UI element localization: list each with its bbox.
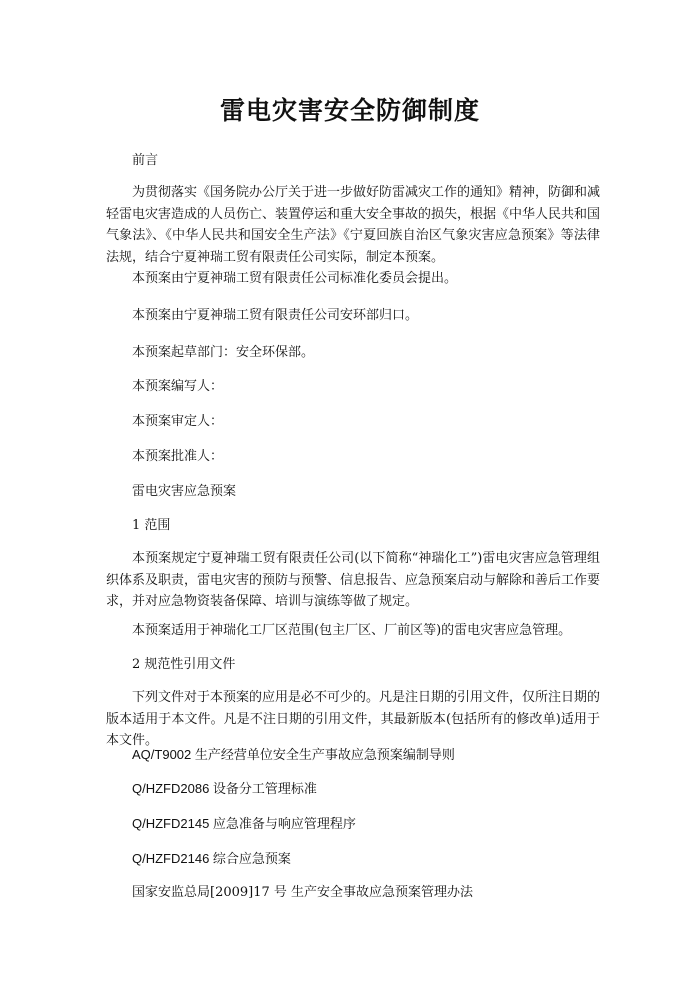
reference-item: Q/HZFD2146 综合应急预案	[132, 851, 291, 866]
document-title: 雷电灾害安全防御制度	[219, 96, 480, 125]
preface-heading: 前言	[132, 153, 159, 168]
section-1-heading: 1 范围	[132, 518, 171, 533]
drafter-line: 本预案起草部门：安全环保部。	[132, 345, 315, 360]
approver-line: 本预案批准人：	[132, 449, 224, 464]
reference-item: Q/HZFD2145 应急准备与响应管理程序	[132, 816, 356, 831]
reviewer-line: 本预案审定人：	[132, 414, 224, 429]
reference-item: AQ/T9002 生产经营单位安全生产事故应急预案编制导则	[132, 747, 455, 762]
applicability-paragraph: 本预案适用于神瑞化工厂区范围(包主厂区、厂前区等)的雷电灾害应急管理。	[132, 623, 572, 638]
writer-line: 本预案编写人：	[132, 379, 224, 394]
scope-paragraph: 本预案规定宁夏神瑞工贸有限责任公司(以下简称“神瑞化工”)雷电灾害应急管理组织体系及职责，雷电灾害的预防与预警、信息报告、应急预案启动与解除和善后工作要求，并对应急物资装备保障、培训与演练等做了规定。	[106, 551, 601, 609]
section-2-heading: 2 规范性引用文件	[132, 657, 236, 672]
department-line: 本预案由宁夏神瑞工贸有限责任公司安环部归口。	[132, 308, 419, 323]
reference-item: Q/HZFD2086 设备分工管理标准	[132, 781, 317, 796]
proposer-line: 本预案由宁夏神瑞工贸有限责任公司标准化委员会提出。	[132, 271, 458, 286]
reference-item: 国家安监总局[2009]17 号 生产安全事故应急预案管理办法	[132, 885, 474, 900]
references-paragraph: 下列文件对于本预案的应用是必不可少的。凡是注日期的引用文件，仅所注日期的版本适用于本文件。凡是不注日期的引用文件，其最新版本(包括所有的修改单)适用于本文件。	[106, 690, 601, 748]
preface-paragraph: 为贯彻落实《国务院办公厅关于进一步做好防雷减灾工作的通知》精神，防御和减轻雷电灾害造成的人员伤亡、装置停运和重大安全事故的损失，根据《中华人民共和国气象法》、《中华人民共和国安全生产法》《宁夏回族自治区气象灾害应急预案》等法律法规，结合宁夏神瑞工贸有限责任公司实际，制定本预案。	[106, 185, 601, 265]
plan-title: 雷电灾害应急预案	[132, 484, 237, 499]
